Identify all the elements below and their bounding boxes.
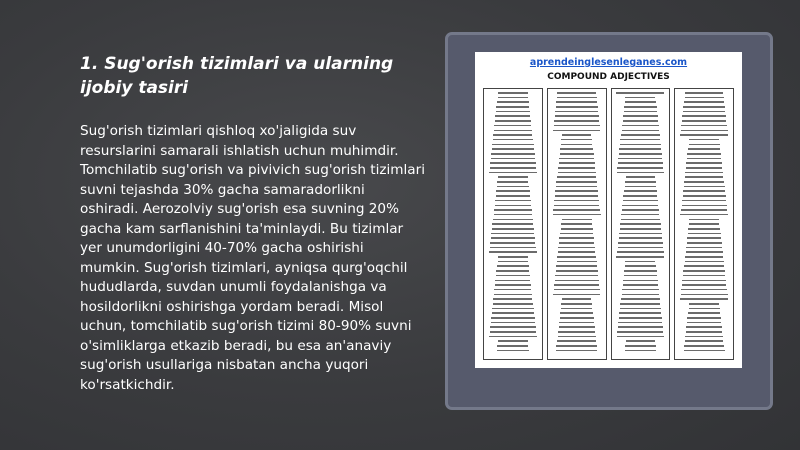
word-line: [619, 153, 662, 155]
word-line: [681, 130, 728, 132]
word-line: [618, 162, 663, 164]
word-line: [559, 158, 594, 160]
word-line: [560, 233, 593, 235]
word-line: [560, 153, 594, 155]
word-line: [684, 265, 724, 267]
word-line: [557, 176, 596, 178]
word-line: [559, 162, 595, 164]
word-line: [493, 303, 533, 305]
word-line: [492, 312, 534, 314]
word-line: [561, 223, 592, 225]
word-line: [560, 317, 594, 319]
word-line: [623, 280, 657, 282]
word-line: [560, 312, 593, 314]
word-line: [491, 237, 535, 239]
word-line: [553, 294, 600, 296]
word-line: [558, 172, 596, 174]
word-line: [683, 106, 724, 108]
word-line: [685, 256, 723, 258]
word-line: [682, 284, 727, 286]
word-line: [617, 331, 663, 333]
word-line: [556, 106, 598, 108]
word-line: [687, 317, 720, 319]
compound-adjectives-image: [475, 52, 742, 368]
word-line: [620, 303, 660, 305]
word-line: [495, 205, 532, 207]
word-line: [553, 209, 600, 211]
word-line: [681, 294, 728, 296]
word-line: [622, 289, 659, 291]
word-line: [616, 256, 664, 258]
word-line: [555, 280, 599, 282]
word-line: [619, 233, 661, 235]
word-line: [623, 195, 657, 197]
word-line: [555, 111, 598, 113]
word-line: [553, 130, 600, 132]
word-line: [685, 340, 724, 342]
word-line: [685, 176, 724, 178]
word-line: [492, 148, 534, 150]
word-line: [498, 340, 528, 342]
word-line: [561, 139, 592, 141]
word-line: [689, 219, 719, 221]
word-line: [491, 317, 535, 319]
word-line: [620, 139, 660, 141]
word-line: [557, 340, 596, 342]
word-line: [497, 350, 529, 352]
word-line: [497, 345, 528, 347]
word-line: [682, 205, 727, 207]
word-line: [688, 312, 720, 314]
word-line: [556, 270, 598, 272]
word-line: [494, 214, 533, 216]
word-line: [561, 144, 593, 146]
word-line: [688, 148, 720, 150]
word-line: [686, 167, 723, 169]
word-line: [557, 256, 596, 258]
word-line: [684, 186, 725, 188]
word-line: [625, 265, 656, 267]
word-line: [624, 190, 657, 192]
word-line: [495, 115, 530, 117]
word-line: [557, 261, 597, 263]
word-line: [494, 289, 531, 291]
word-line: [554, 284, 599, 286]
word-line: [686, 162, 721, 164]
word-line: [492, 144, 533, 146]
word-line: [684, 350, 725, 352]
word-line: [623, 120, 658, 122]
word-line: [495, 120, 531, 122]
word-line: [687, 237, 721, 239]
word-line: [623, 115, 657, 117]
word-line: [681, 209, 727, 211]
word-line: [623, 284, 658, 286]
word-line: [493, 139, 533, 141]
word-line: [617, 172, 664, 174]
word-line: [625, 97, 655, 99]
word-line: [618, 158, 662, 160]
word-line: [626, 340, 656, 342]
word-line: [619, 237, 663, 239]
word-line: [492, 228, 534, 230]
word-line: [617, 336, 664, 338]
word-line: [497, 186, 529, 188]
word-line: [493, 298, 532, 300]
word-line: [625, 345, 656, 347]
word-line: [685, 97, 724, 99]
word-line: [491, 153, 535, 155]
word-line: [554, 125, 600, 127]
word-line: [625, 101, 656, 103]
word-line: [620, 308, 661, 310]
word-line: [493, 219, 533, 221]
word-line: [495, 280, 530, 282]
word-line: [626, 176, 656, 178]
word-line: [556, 345, 596, 347]
word-line: [561, 228, 593, 230]
word-line: [498, 92, 528, 94]
word-line: [625, 350, 657, 352]
word-line: [561, 308, 593, 310]
word-column: [674, 88, 734, 360]
word-line: [622, 125, 659, 127]
word-line: [489, 251, 536, 253]
word-line: [556, 181, 596, 183]
slide-title: 1. Sug'orish tizimlari va ularning ijobiy tasiri: [80, 54, 394, 98]
word-line: [561, 303, 592, 305]
word-line: [620, 144, 661, 146]
word-line: [491, 233, 534, 235]
word-line: [492, 308, 533, 310]
word-line: [617, 167, 663, 169]
word-line: [554, 120, 599, 122]
word-line: [624, 106, 656, 108]
word-line: [562, 298, 592, 300]
word-line: [495, 284, 531, 286]
word-line: [490, 247, 536, 249]
word-line: [625, 261, 655, 263]
word-line: [625, 186, 657, 188]
word-line: [618, 242, 663, 244]
word-line: [497, 181, 528, 183]
word-line: [624, 270, 656, 272]
word-line: [618, 322, 662, 324]
word-line: [494, 125, 531, 127]
word-line: [556, 186, 597, 188]
word-line: [498, 97, 529, 99]
word-line: [685, 92, 723, 94]
word-line: [687, 322, 721, 324]
word-line: [562, 219, 592, 221]
word-line: [498, 256, 528, 258]
word-line: [688, 233, 721, 235]
word-line: [681, 289, 727, 291]
word-line: [619, 317, 662, 319]
word-line: [490, 242, 535, 244]
word-line: [624, 275, 657, 277]
word-line: [555, 195, 599, 197]
word-line: [686, 251, 723, 253]
word-line: [493, 134, 532, 136]
word-line: [562, 134, 592, 136]
word-line: [687, 242, 722, 244]
word-line: [489, 336, 537, 338]
word-line: [683, 190, 725, 192]
word-line: [684, 181, 724, 183]
word-line: [621, 134, 660, 136]
word-line: [490, 331, 537, 333]
word-line: [689, 144, 720, 146]
word-line: [623, 200, 658, 202]
word-line: [554, 289, 600, 291]
slide-body-text: Sug'orish tizimlari qishloq xo'jaligida suv resurslarini samarali ishlatish uchun muhimdir. Tomchilatib sug'orish va pivivich sug'orish tizimlari suvni tejashda 30% gacha samaradorlikni oshiradi. Aerozolviy sug'orish esa suvning 20% gacha kam sarflanishini ta'minlaydi. Bu tizimlar yer unumdorligini 40-70% gacha oshirishi mumkin. Sug'orish tizimlari, ayniqsa qurg'oqchil hududlarda, suvdan unumli foydalanishga va hosildorlikni oshirishga yordam beradi. Misol uchun, tomchilatib sug'orish tizimi 80-90% suvni o'simliklarga etkazib beradi, bu esa an'anaviy sug'orish usullariga nisbatan ancha yuqori ko'rsatkichdir.: [80, 123, 426, 393]
word-line: [689, 139, 719, 141]
word-line: [685, 261, 724, 263]
word-line: [682, 280, 726, 282]
word-line: [553, 214, 601, 216]
word-line: [554, 205, 600, 207]
word-line: [494, 294, 532, 296]
word-line: [496, 190, 529, 192]
word-line: [620, 223, 660, 225]
word-line: [622, 294, 660, 296]
word-line: [688, 228, 720, 230]
word-line: [496, 195, 530, 197]
word-line: [686, 247, 722, 249]
word-line: [682, 120, 727, 122]
image-url-text: aprendeinglesenleganes.com: [529, 57, 688, 68]
word-line: [555, 115, 599, 117]
word-line: [557, 97, 597, 99]
word-columns: [483, 88, 734, 360]
word-line: [497, 101, 529, 103]
word-line: [625, 181, 656, 183]
word-line: [619, 148, 661, 150]
word-line: [689, 308, 720, 310]
word-line: [555, 275, 598, 277]
word-line: [556, 350, 597, 352]
word-line: [558, 251, 596, 253]
word-line: [490, 162, 536, 164]
word-line: [496, 111, 530, 113]
word-line: [682, 200, 726, 202]
word-line: [683, 195, 726, 197]
word-line: [497, 265, 529, 267]
word-column: [483, 88, 543, 360]
word-line: [686, 331, 723, 333]
word-line: [558, 247, 595, 249]
word-line: [681, 125, 727, 127]
word-line: [557, 92, 596, 94]
word-line: [554, 200, 599, 202]
word-line: [496, 275, 530, 277]
word-line: [496, 270, 529, 272]
word-line: [490, 326, 536, 328]
image-heading: COMPOUND ADJECTIVES: [547, 72, 670, 82]
word-line: [689, 223, 720, 225]
word-line: [683, 275, 725, 277]
word-line: [496, 106, 529, 108]
word-line: [489, 172, 537, 174]
word-line: [558, 336, 596, 338]
word-line: [559, 326, 595, 328]
word-line: [684, 101, 724, 103]
word-line: [680, 298, 728, 300]
word-line: [495, 200, 530, 202]
word-line: [558, 167, 595, 169]
word-line: [682, 115, 726, 117]
word-line: [556, 265, 597, 267]
word-line: [687, 153, 720, 155]
word-line: [618, 247, 664, 249]
word-line: [622, 130, 660, 132]
word-line: [683, 111, 725, 113]
word-line: [689, 303, 719, 305]
word-line: [617, 251, 664, 253]
word-line: [491, 158, 536, 160]
word-line: [686, 326, 721, 328]
word-line: [556, 101, 597, 103]
word-line: [621, 298, 660, 300]
word-line: [498, 261, 529, 263]
word-line: [619, 312, 661, 314]
word-line: [622, 205, 658, 207]
word-line: [559, 322, 594, 324]
word-column: [611, 88, 671, 360]
word-line: [624, 111, 657, 113]
word-line: [498, 176, 528, 178]
word-line: [560, 148, 593, 150]
word-line: [492, 223, 533, 225]
word-line: [491, 322, 536, 324]
word-line: [680, 214, 727, 216]
word-line: [621, 214, 659, 216]
word-line: [687, 158, 721, 160]
word-line: [616, 92, 664, 94]
word-line: [494, 209, 532, 211]
word-line: [494, 130, 532, 132]
word-line: [684, 345, 724, 347]
word-line: [622, 209, 659, 211]
word-line: [490, 167, 537, 169]
word-line: [559, 242, 594, 244]
word-line: [680, 134, 728, 136]
word-line: [558, 331, 595, 333]
word-line: [555, 190, 597, 192]
word-line: [685, 336, 723, 338]
word-line: [683, 270, 724, 272]
word-column: [547, 88, 607, 360]
word-line: [559, 237, 593, 239]
word-line: [620, 228, 661, 230]
word-line: [618, 326, 663, 328]
word-line: [621, 219, 660, 221]
word-line: [685, 172, 723, 174]
